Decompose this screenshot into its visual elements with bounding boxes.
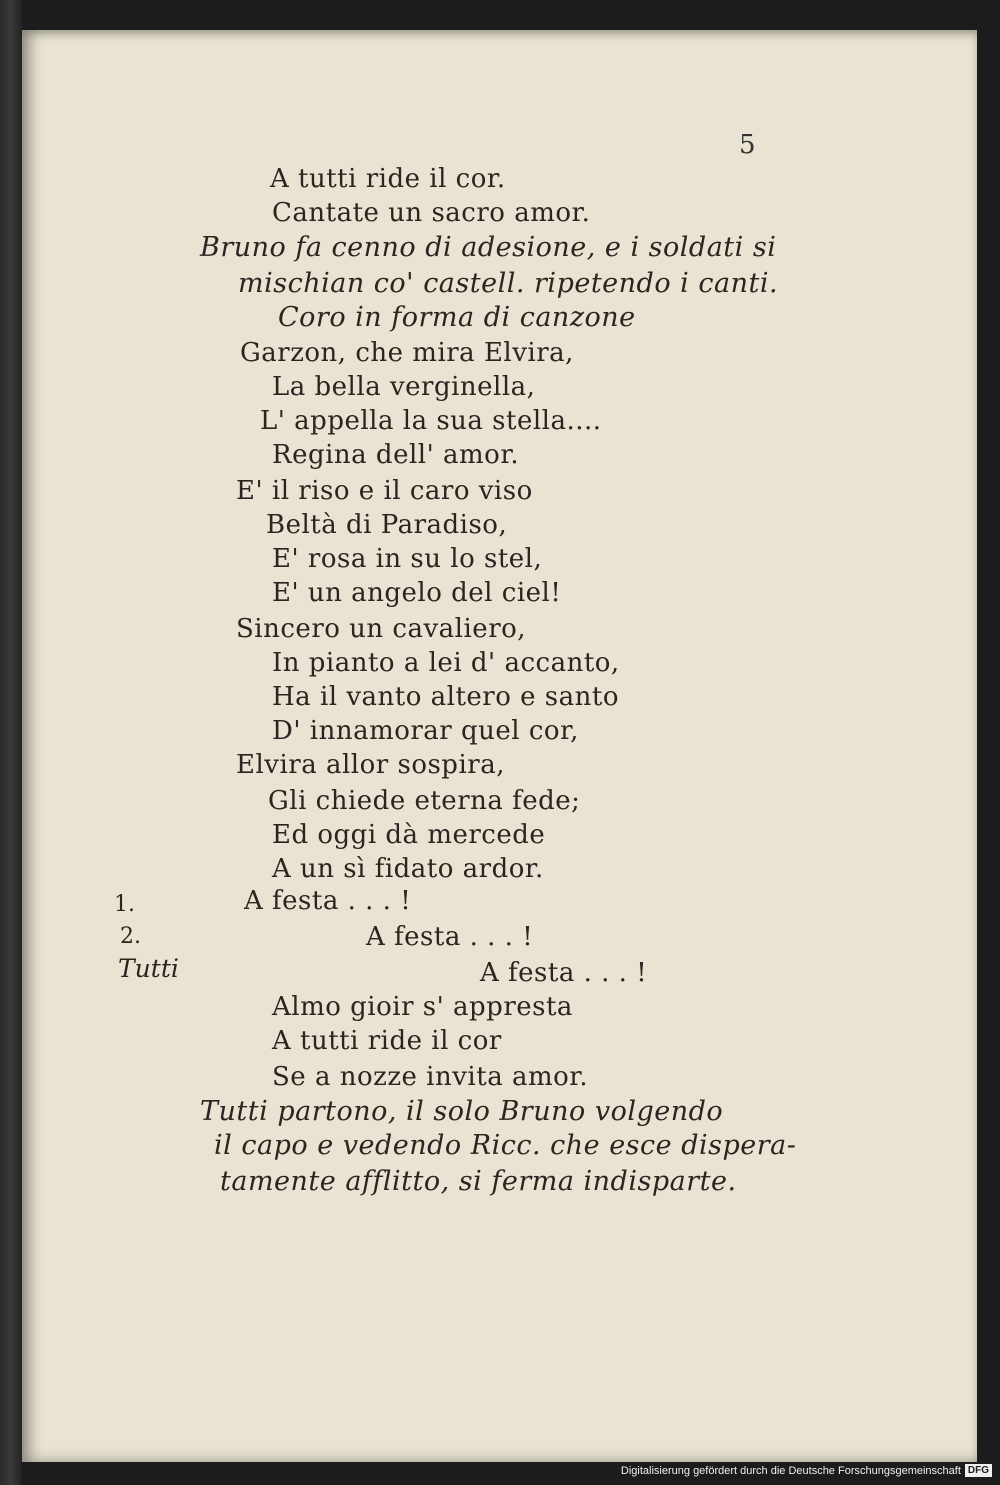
dfg-logo: DFG — [965, 1464, 992, 1477]
speaker-marker: 2. — [120, 924, 141, 949]
book-spine — [0, 0, 22, 1485]
verse-line: A tutti ride il cor. — [270, 164, 506, 194]
verse-line: L' appella la sua stella.... — [260, 406, 602, 436]
footer — [621, 1464, 992, 1477]
stage-direction: il capo e vedendo Ricc. che esce dispera- — [214, 1130, 797, 1161]
verse-line: A festa . . . ! — [480, 958, 648, 988]
verse-line: D' innamorar quel cor, — [272, 716, 579, 746]
verse-line: Gli chiede eterna fede; — [268, 786, 581, 816]
stage-direction: Tutti partono, il solo Bruno volgendo — [200, 1096, 724, 1127]
speaker-marker: Tutti — [118, 954, 179, 983]
chorus-heading: Coro in forma di canzone — [278, 302, 636, 333]
verse-line: E' il riso e il caro viso — [236, 476, 533, 506]
verse-line: La bella verginella, — [272, 372, 536, 402]
verse-line: Se a nozze invita amor. — [272, 1062, 589, 1092]
verse-line: Sincero un cavaliero, — [236, 614, 527, 644]
verse-line: Ed oggi dà mercede — [272, 820, 546, 850]
verse-line: A festa . . . ! — [366, 922, 534, 952]
stage-direction: mischian co' castell. ripetendo i canti. — [238, 268, 779, 299]
verse-line: A festa . . . ! — [244, 886, 412, 916]
verse-line: A un sì fidato ardor. — [272, 854, 544, 884]
verse-line: Regina dell' amor. — [272, 440, 520, 470]
verse-line: Cantate un sacro amor. — [272, 198, 591, 228]
verse-line: Almo gioir s' appresta — [272, 992, 573, 1022]
page-number: 5 — [739, 130, 756, 160]
verse-line: Elvira allor sospira, — [236, 750, 505, 780]
stage-direction: Bruno fa cenno di adesione, e i soldati si — [200, 232, 777, 263]
verse-line: In pianto a lei d' accanto, — [272, 648, 620, 678]
verse-line: Garzon, che mira Elvira, — [240, 338, 574, 368]
verse-line: Ha il vanto altero e santo — [272, 682, 619, 712]
verse-line: Beltà di Paradiso, — [266, 510, 508, 540]
verse-line: E' rosa in su lo stel, — [272, 544, 543, 574]
verse-line: E' un angelo del ciel! — [272, 578, 562, 608]
stage-direction: tamente afflitto, si ferma indisparte. — [220, 1166, 737, 1197]
verse-line: A tutti ride il cor — [272, 1026, 502, 1056]
footer-text: Digitalisierung gefördert durch die Deutsche Forschungsgemeinschaft — [620, 1464, 961, 1477]
speaker-marker: 1. — [114, 892, 135, 917]
book-page — [22, 30, 977, 1462]
